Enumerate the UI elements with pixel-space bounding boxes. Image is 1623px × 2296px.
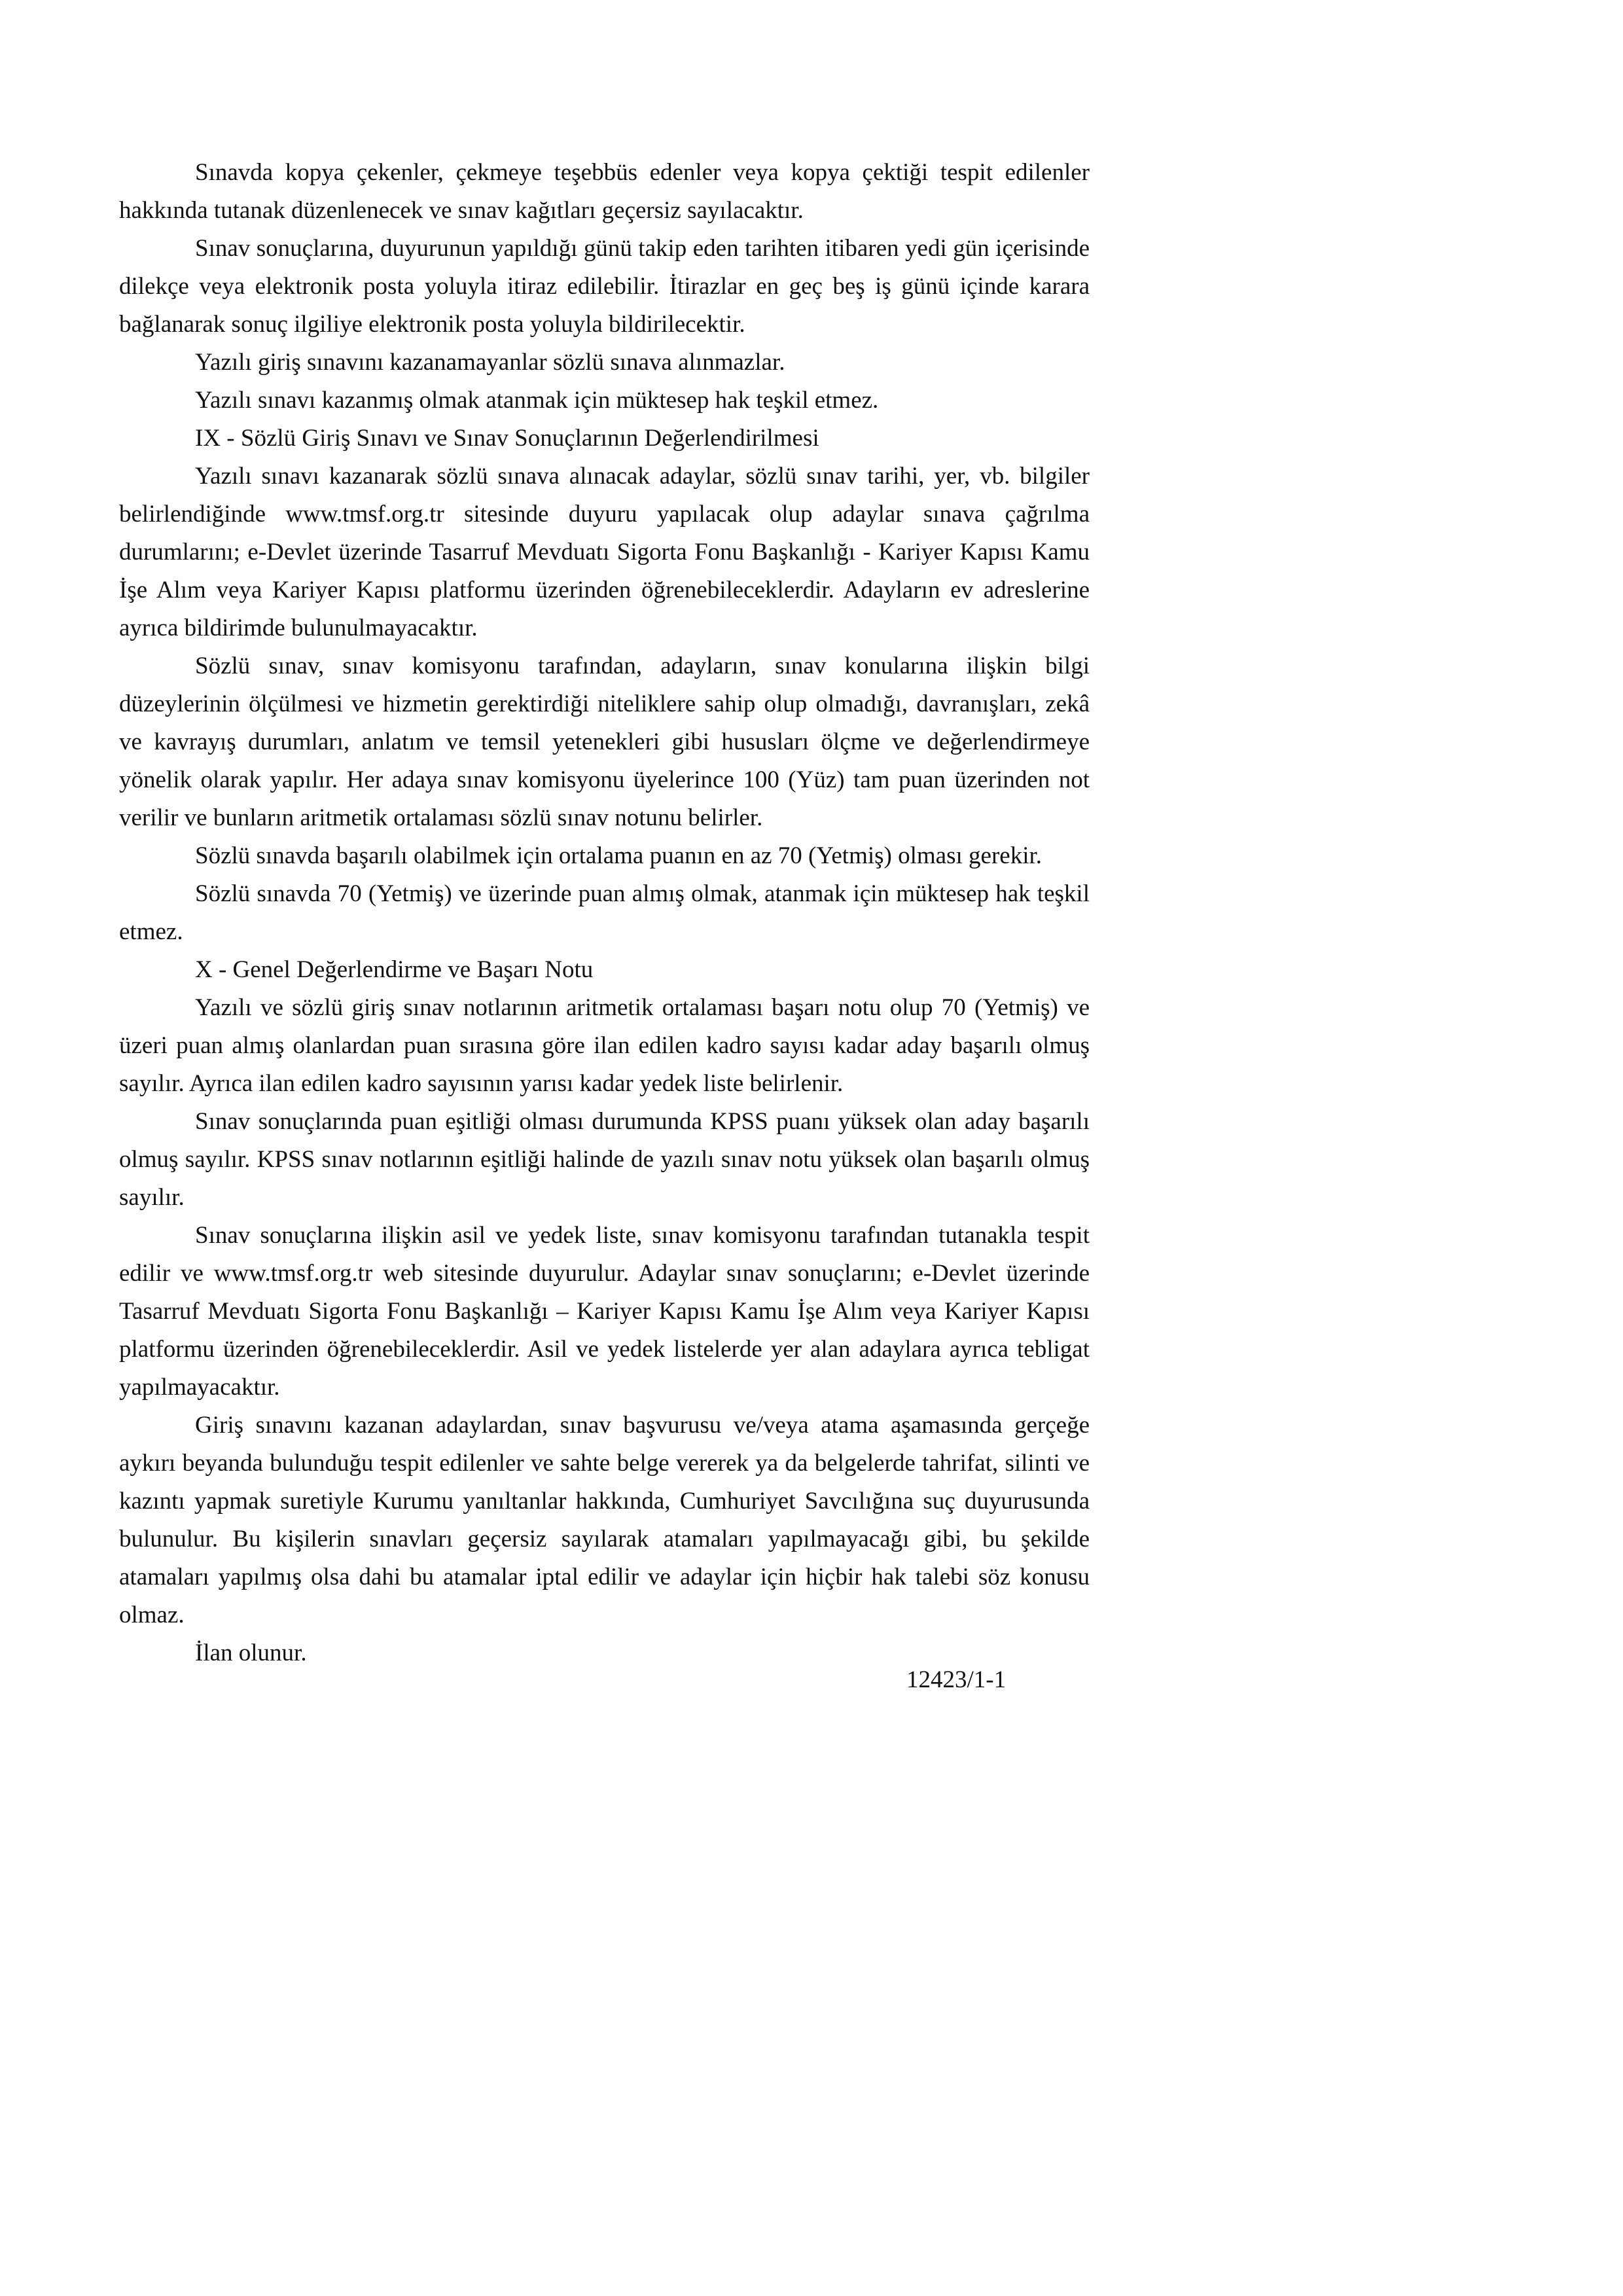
paragraph-false-declaration: Giriş sınavını kazanan adaylardan, sınav başvurusu ve/veya atama aşamasında gerçeğe aykırı beyanda bulunduğu tespit edilenler ve sahte belge vererek ya da belgelerde tahrifat, silinti ve kazıntı yapmak suretiyle Kurumu yanıltanlar hakkında, Cumhuriyet Savcılığına suç duyurusunda bulunulur. Bu kişilerin sınavları geçersiz sayılarak atamaları yapılmayacağı gibi, bu şekilde atamaları yapılmış olsa dahi bu atamalar iptal edilir ve adaylar için hiçbir hak talebi söz konusu olmaz. [119,1412,1090,1628]
paragraph-oral-exam-pass-score: Sözlü sınavda başarılı olabilmek için ortalama puanın en az 70 (Yetmiş) olması gerekir. [195,842,1043,869]
paragraph-exam-cheating: Sınavda kopya çekenler, çekmeye teşebbüs edenler veya kopya çektiği tespit edilenler hakkında tutanak düzenlenecek ve sınav kağıtları geçersiz sayılacaktır. [119,159,1090,224]
section-heading-general-evaluation: X - Genel Değerlendirme ve Başarı Notu [195,956,594,983]
paragraph-written-exam-no-right: Yazılı sınavı kazanmış olmak atanmak için müktesep hak teşkil etmez. [195,387,879,414]
paragraph-oral-exam-evaluation: Sözlü sınav, sınav komisyonu tarafından, adayların, sınav konularına ilişkin bilgi düzeylerinin ölçülmesi ve hizmetin gerektirdiği niteliklere sahip olup olmadığı, davranışları, zekâ ve kavrayış durumları, anlatım ve temsil yetenekleri gibi hususları ölçme ve değerlendirmeye yönelik olarak yapılır. Her adaya sınav komisyonu üyelerince 100 (Yüz) tam puan üzerinden not verilir ve bunların aritmetik ortalaması sözlü sınav notunu belirler. [119,653,1090,831]
document-body [119,154,1090,1672]
paragraph-results-announcement: Sınav sonuçlarına ilişkin asil ve yedek liste, sınav komisyonu tarafından tutanakla tespit edilir ve www.tmsf.org.tr web sitesinde duyurulur. Adaylar sınav sonuçlarını; e-Devlet üzerinde Tasarruf Mevduatı Sigorta Fonu Başkanlığı – Kariyer Kapısı Kamu İşe Alım veya Kariyer Kapısı platformu üzerinden öğrenebileceklerdir. Asil ve yedek listelerde yer alan adaylara ayrıca tebligat yapılmayacaktır. [119,1222,1090,1401]
section-heading-oral-exam: IX - Sözlü Giriş Sınavı ve Sınav Sonuçlarının Değerlendirilmesi [195,425,819,452]
reference-code: 12423/1-1 [906,1666,1007,1693]
paragraph-oral-exam-no-right: Sözlü sınavda 70 (Yetmiş) ve üzerinde puan almış olmak, atanmak için müktesep hak teşkil etmez. [119,880,1090,945]
paragraph-tie-break: Sınav sonuçlarında puan eşitliği olması durumunda KPSS puanı yüksek olan aday başarılı olmuş sayılır. KPSS sınav notlarının eşitliği halinde de yazılı sınav notu yüksek olan başarılı olmuş sayılır. [119,1108,1090,1211]
paragraph-oral-exam-announcement: Yazılı sınavı kazanarak sözlü sınava alınacak adaylar, sözlü sınav tarihi, yer, vb. bilgiler belirlendiğinde www.tmsf.org.tr sitesinde duyuru yapılacak olup adaylar sınava çağrılma durumlarını; e-Devlet üzerinde Tasarruf Mevduatı Sigorta Fonu Başkanlığı - Kariyer Kapısı Kamu İşe Alım veya Kariyer Kapısı platformu üzerinden öğrenebileceklerdir. Adayların ev adreslerine ayrıca bildirimde bulunulmayacaktır. [119,463,1090,641]
paragraph-closing: İlan olunur. [195,1640,307,1666]
paragraph-written-exam-fail: Yazılı giriş sınavını kazanamayanlar sözlü sınava alınmazlar. [195,349,785,376]
paragraph-success-score: Yazılı ve sözlü giriş sınav notlarının aritmetik ortalaması başarı notu olup 70 (Yetmiş) ve üzeri puan almış olanlardan puan sırasına göre ilan edilen kadro sayısı kadar aday başarılı olmuş sayılır. Ayrıca ilan edilen kadro sayısının yarısı kadar yedek liste belirlenir. [119,994,1090,1097]
paragraph-objection-process: Sınav sonuçlarına, duyurunun yapıldığı günü takip eden tarihten itibaren yedi gün içerisinde dilekçe veya elektronik posta yoluyla itiraz edilebilir. İtirazlar en geç beş iş günü içinde karara bağlanarak sonuç ilgiliye elektronik posta yoluyla bildirilecektir. [119,235,1090,338]
